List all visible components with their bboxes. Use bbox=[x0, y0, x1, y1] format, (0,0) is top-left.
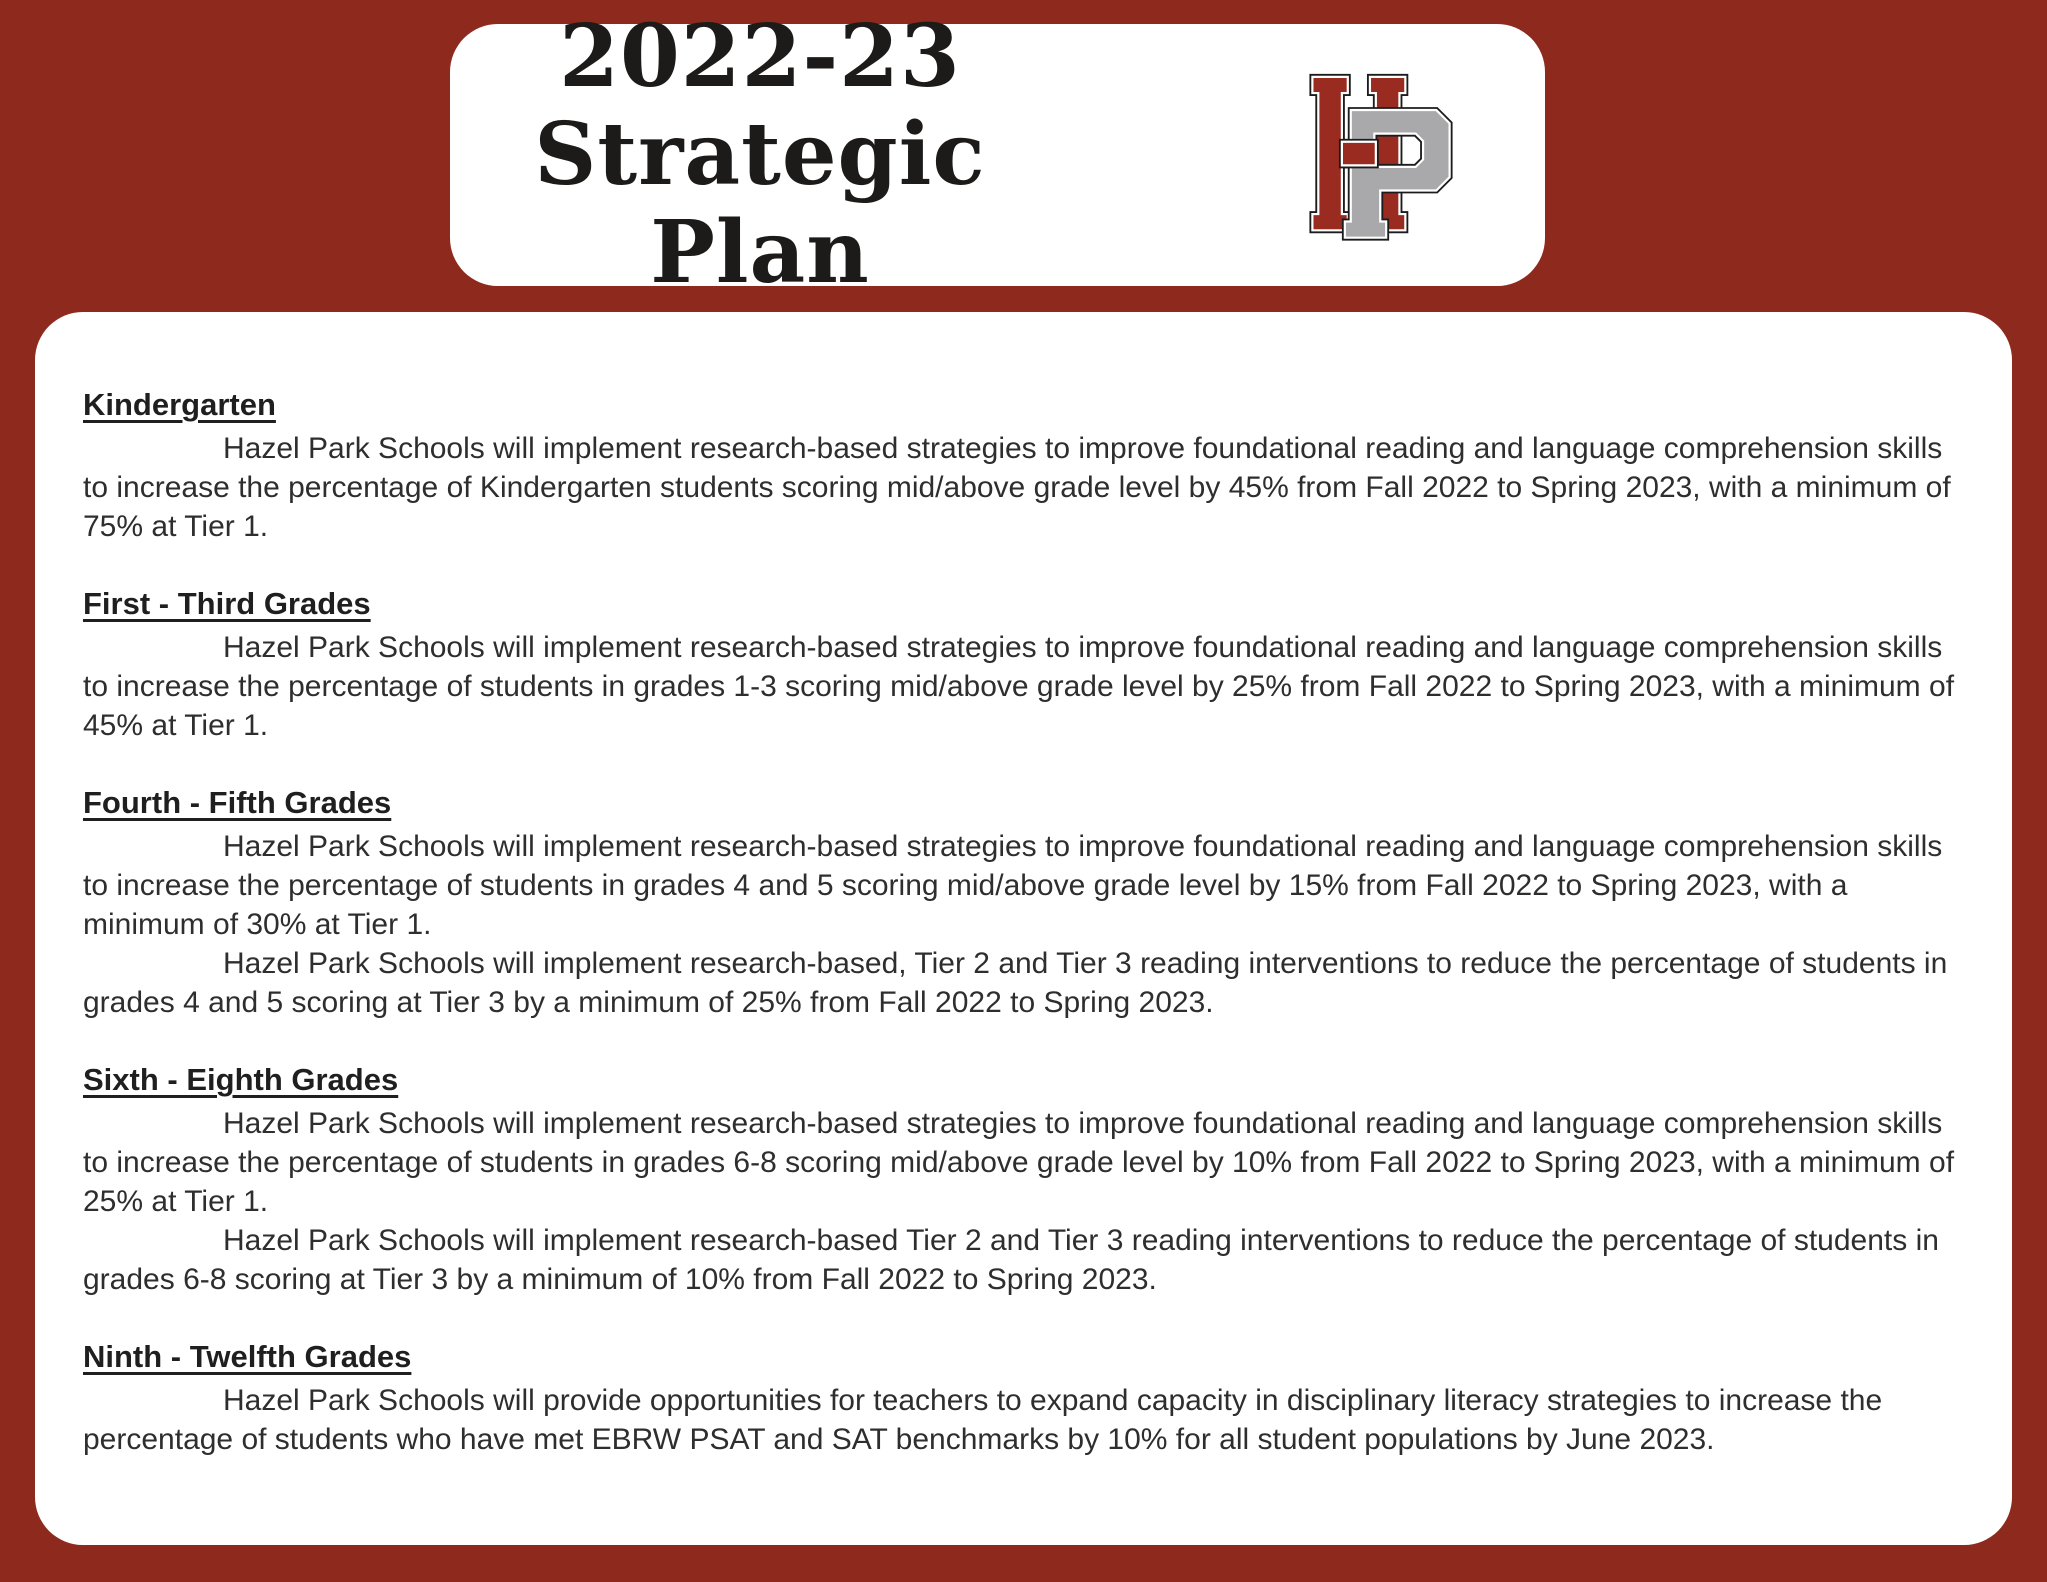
section-ninth-twelfth bbox=[83, 1336, 1962, 1459]
section-heading: Kindergarten bbox=[83, 387, 276, 422]
section-sixth-eighth bbox=[83, 1059, 1962, 1299]
section-heading: Fourth - Fifth Grades bbox=[83, 785, 392, 820]
title-text: Strategic Plan bbox=[534, 104, 986, 303]
hp-monogram-logo-icon bbox=[1305, 69, 1457, 247]
section-paragraph: Hazel Park Schools will implement research-based strategies to improve foundational reading and language comprehension skills to increase the percentage of students in grades 1-3 scoring mid/above grade level by 25% from Fall 2022 to Spring 2023, with a minimum of 45% at Tier 1. bbox=[83, 631, 1955, 742]
section-kindergarten bbox=[83, 384, 1962, 546]
section-heading: Ninth - Twelfth Grades bbox=[83, 1339, 412, 1374]
section-paragraph: Hazel Park Schools will implement research-based strategies to improve foundational reading and language comprehension skills to increase the percentage of students in grades 6-8 scoring mid/above grade level by 10% from Fall 2022 to Spring 2023, with a minimum of 25% at Tier 1. bbox=[83, 1107, 1955, 1218]
section-paragraph: Hazel Park Schools will provide opportunities for teachers to expand capacity in disciplinary literacy strategies to increase the percentage of students who have met EBRW PSAT and SAT benchmarks by 10% for all student populations by June 2023. bbox=[83, 1384, 1883, 1456]
page-title bbox=[490, 8, 1030, 302]
section-first-third bbox=[83, 583, 1962, 745]
section-fourth-fifth bbox=[83, 782, 1962, 1022]
section-paragraph: Hazel Park Schools will implement research-based, Tier 2 and Tier 3 reading interventions to reduce the percentage of students in grades 4 and 5 scoring at Tier 3 by a minimum of 25% from Fall 2022 to Spring 2023. bbox=[83, 947, 1948, 1019]
plan-content-card bbox=[35, 312, 2012, 1545]
header-card bbox=[450, 6, 1545, 303]
section-paragraph: Hazel Park Schools will implement research-based strategies to improve foundational reading and language comprehension skills to increase the percentage of students in grades 4 and 5 scoring mid/above grade level by 15% from Fall 2022 to Spring 2023, with a minimum of 30% at Tier 1. bbox=[83, 830, 1943, 941]
section-paragraph: Hazel Park Schools will implement research-based strategies to improve foundational reading and language comprehension skills to increase the percentage of Kindergarten students scoring mid/above grade level by 45% from Fall 2022 to Spring 2023, with a minimum of 75% at Tier 1. bbox=[83, 432, 1951, 543]
section-paragraph: Hazel Park Schools will implement research-based Tier 2 and Tier 3 reading interventions to reduce the percentage of students in grades 6-8 scoring at Tier 3 by a minimum of 10% from Fall 2022 to Spring 2023. bbox=[83, 1224, 1939, 1296]
title-year: 2022-23 bbox=[559, 6, 961, 107]
section-heading: Sixth - Eighth Grades bbox=[83, 1062, 399, 1097]
section-heading: First - Third Grades bbox=[83, 586, 371, 621]
